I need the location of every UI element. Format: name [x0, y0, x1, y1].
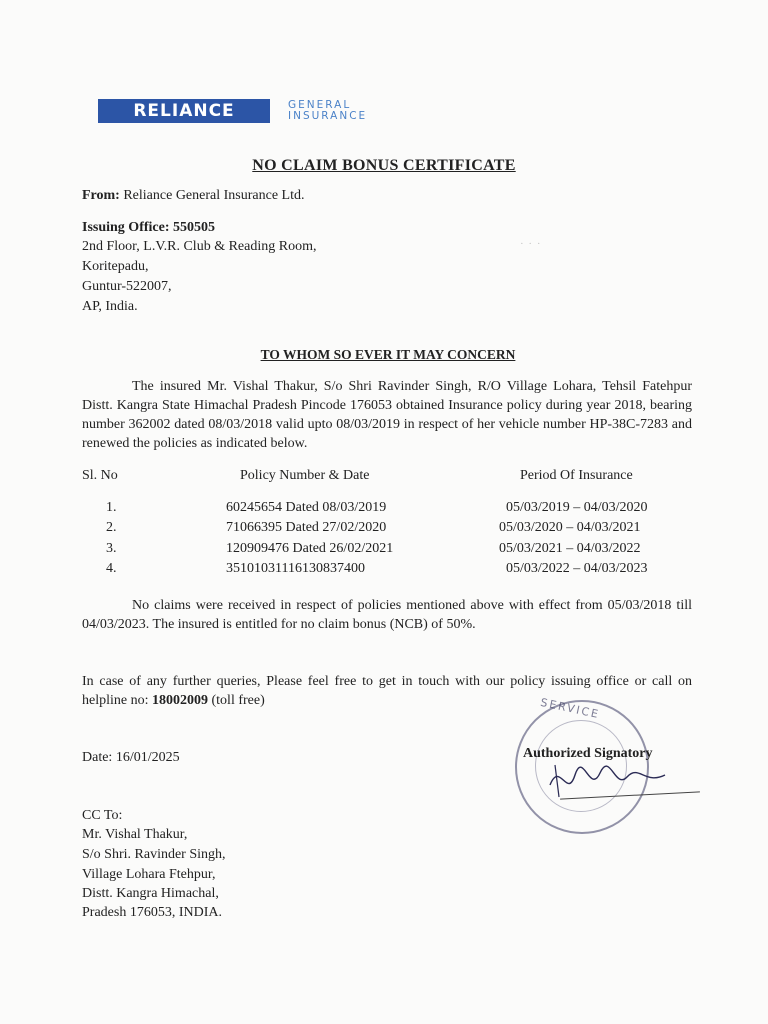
cc-line-4: Distt. Kangra Himachal, — [82, 886, 219, 901]
helpline-number: 18002009 — [152, 693, 208, 708]
issuing-office-line — [82, 220, 215, 236]
logo-line-1: GENERAL — [288, 99, 352, 111]
row-sl: 2. — [106, 520, 117, 535]
issue-date: Date: 16/01/2025 — [82, 750, 180, 765]
intro-paragraph: The insured Mr. Vishal Thakur, S/o Shri Ravinder Singh, R/O Village Lohara, Tehsil Fatehpur Distt. Kangra State Himachal Pradesh Pincode 176053 obtained Insurance policy during year 2018, bearing number 362002 dated 08/03/2018 valid upto 08/03/2019 in respect of her vehicle number HP-38C-7283 and renewed the policies as indicated below. — [82, 379, 692, 451]
queries-text: In case of any further queries, Please feel free to get in touch with our policy issuing office or call on helpline no: — [82, 674, 692, 708]
logo-line-2: INSURANCE — [288, 110, 368, 122]
row-policy: 120909476 Dated 26/02/2021 — [226, 541, 394, 556]
address-line-2: Koritepadu, — [82, 259, 149, 274]
helpline-suffix: (toll free) — [211, 693, 265, 708]
cc-line-2: S/o Shri. Ravinder Singh, — [82, 847, 226, 862]
logo-brand: RELIANCE — [98, 99, 270, 123]
row-policy: 3510103111613083740​0 — [226, 561, 365, 576]
col-header-sl: Sl. No — [82, 468, 118, 483]
from-line — [82, 188, 304, 204]
row-policy: 71066395 Dated 27/02/2020 — [226, 520, 387, 535]
address-line-4: AP, India. — [82, 299, 138, 314]
claims-paragraph: No claims were received in respect of policies mentioned above with effect from 05/03/2018 till 04/03/2023. The insured is entitled for no claim bonus (NCB) of 50%. — [82, 598, 692, 632]
from-label: From: — [82, 188, 120, 203]
document-title: NO CLAIM BONUS CERTIFICATE — [252, 157, 516, 174]
issuing-office-code: 550505 — [173, 220, 215, 235]
row-period: 05/03/2021 – 04/03/2022 — [499, 541, 641, 556]
concern-heading: TO WHOM SO EVER IT MAY CONCERN — [260, 347, 516, 362]
row-period: 05/03/2020 – 04/03/2021 — [499, 520, 641, 535]
row-sl: 1. — [106, 500, 117, 515]
col-header-period: Period Of Insurance — [520, 468, 633, 483]
authorized-signatory: Authorized Signatory — [523, 746, 653, 761]
stamp-text-icon: SERVICE — [539, 695, 602, 722]
row-policy: 60245654 Dated 08/03/2019 — [226, 500, 387, 515]
row-sl: 3. — [106, 541, 117, 556]
cc-line-5: Pradesh 176053, INDIA. — [82, 905, 222, 920]
col-header-policy: Policy Number & Date — [240, 468, 370, 483]
cc-line-1: Mr. Vishal Thakur, — [82, 827, 188, 842]
row-period: 05/03/2022 – 04/03/2023 — [506, 561, 648, 576]
address-line-1: 2nd Floor, L.V.R. Club & Reading Room, — [82, 239, 317, 254]
cc-line-3: Village Lohara Ftehpur, — [82, 867, 216, 882]
logo-tagline — [288, 100, 367, 122]
issuing-office-label: Issuing Office: — [82, 220, 170, 235]
cc-label: CC To: — [82, 808, 123, 823]
row-period: 05/03/2019 – 04/03/2020 — [506, 500, 648, 515]
faint-bleed-text: · · · — [520, 238, 542, 250]
row-sl: 4. — [106, 561, 117, 576]
company-logo — [98, 99, 367, 123]
address-line-3: Guntur-522007, — [82, 279, 172, 294]
from-value: Reliance General Insurance Ltd. — [123, 188, 305, 203]
